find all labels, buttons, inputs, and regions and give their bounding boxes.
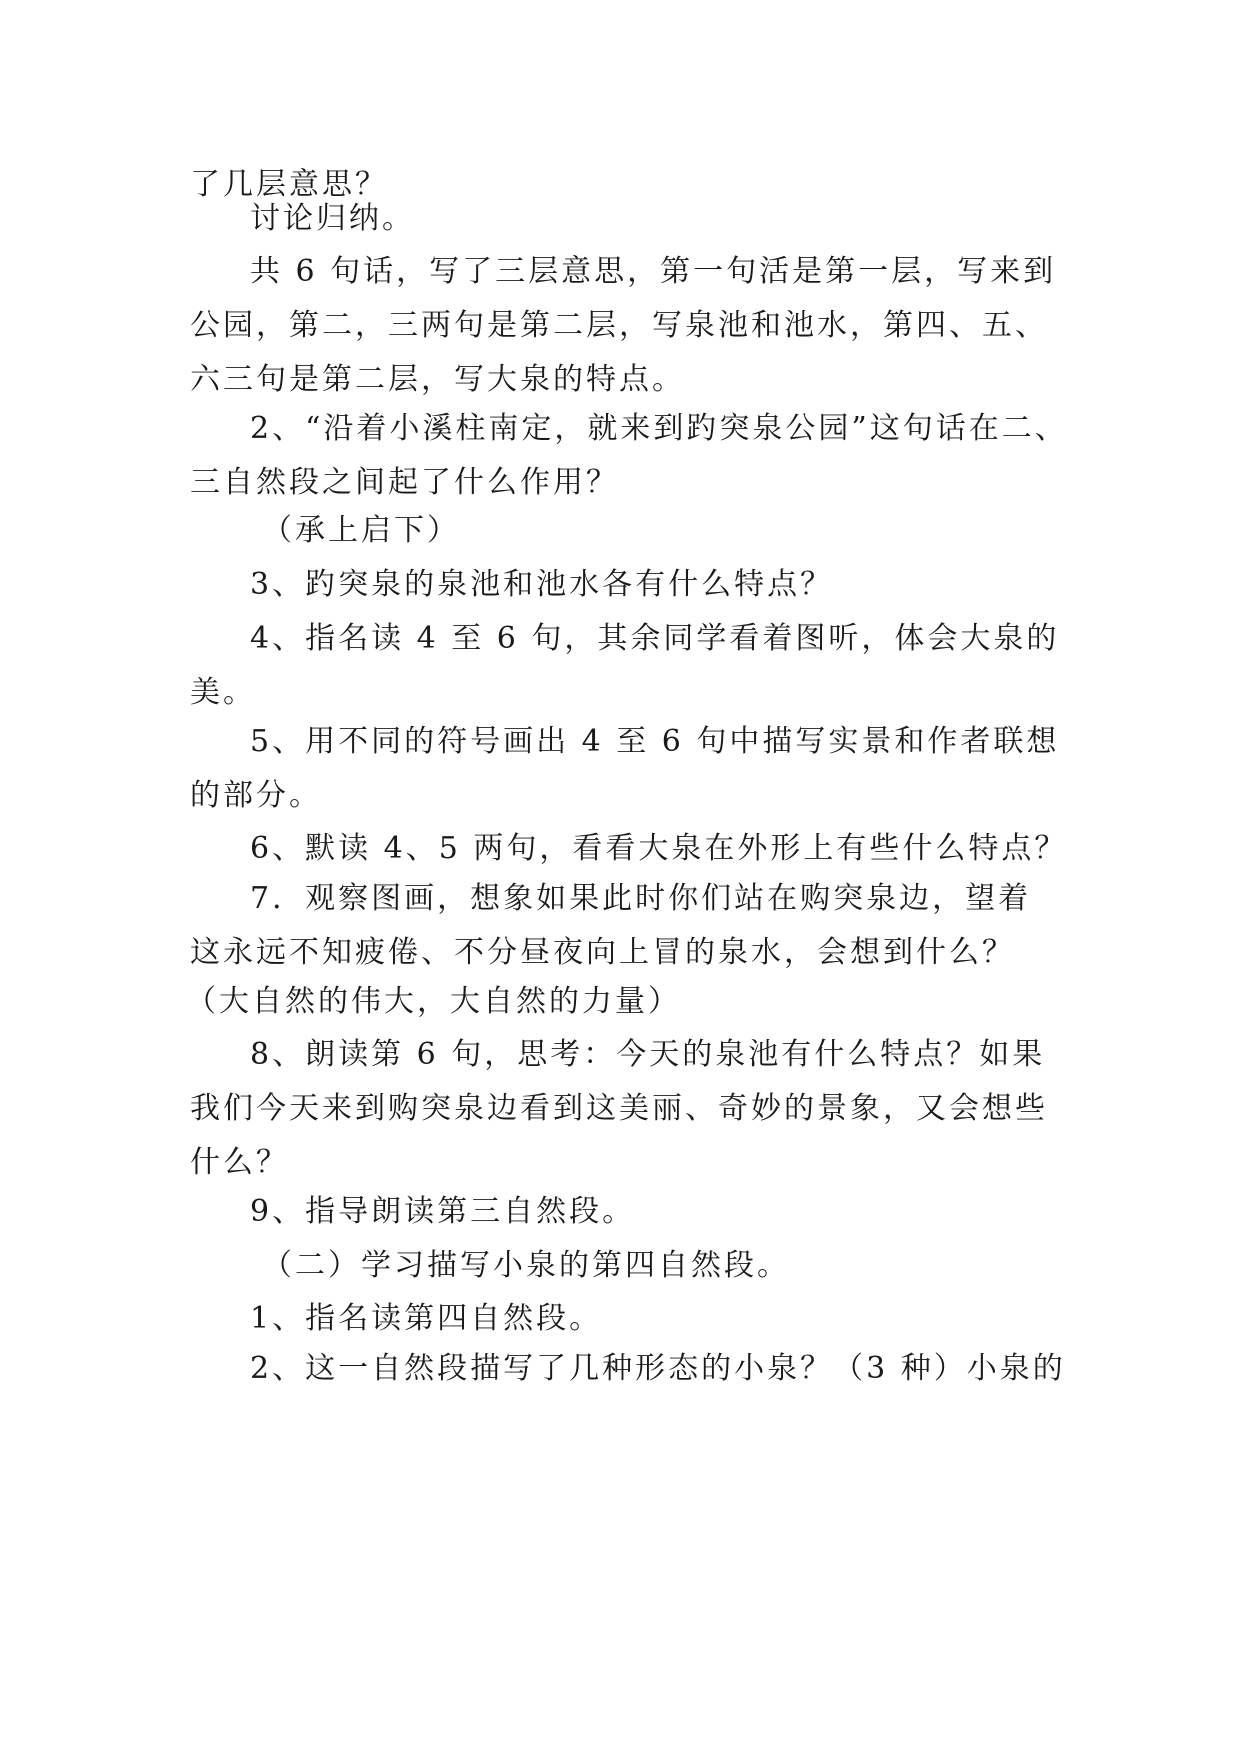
text-line: 5、用不同的符号画出 4 至 6 句中描写实景和作者联想 — [250, 724, 1060, 759]
text-line: 4、指名读 4 至 6 句，其余同学看着图听，体会大泉的 — [250, 621, 1060, 656]
text-line: 1、指名读第四自然段。 — [250, 1301, 603, 1336]
text-line: 美。 — [190, 675, 256, 710]
text-line: 了几层意思？ — [190, 167, 388, 202]
text-line: 什么？ — [190, 1145, 289, 1180]
text-line: 这永远不知疲倦、不分昼夜向上冒的泉水，会想到什么？ — [190, 935, 1015, 970]
text-line: 的部分。 — [190, 778, 322, 813]
text-line: （二）学习描写小泉的第四自然段。 — [262, 1248, 790, 1283]
text-line: 三自然段之间起了什么作用？ — [190, 465, 619, 500]
text-line: 9、指导朗读第三自然段。 — [250, 1194, 636, 1229]
text-line: （承上启下） — [262, 513, 460, 548]
text-line: 2、“沿着小溪柱南定，就来到趵突泉公园”这句话在二、 — [250, 411, 1068, 446]
text-line: （大自然的伟大，大自然的力量） — [186, 984, 681, 1019]
text-line: 我们今天来到购突泉边看到这美丽、奇妙的景象，又会想些 — [190, 1091, 1048, 1126]
text-line: 7．观察图画，想象如果此时你们站在购突泉边，望着 — [250, 881, 1032, 916]
text-line: 讨论归纳。 — [250, 201, 415, 236]
text-line: 8、朗读第 6 句，思考：今天的泉池有什么特点？如果 — [250, 1037, 1046, 1072]
text-line: 3、趵突泉的泉池和池水各有什么特点？ — [250, 567, 834, 602]
text-line: 6、默读 4、5 两句，看看大泉在外形上有些什么特点？ — [250, 831, 1068, 866]
text-line: 六三句是第二层，写大泉的特点。 — [190, 362, 685, 397]
text-line: 共 6 句话，写了三层意思，第一句活是第一层，写来到 — [250, 254, 1057, 289]
text-line: 公园，第二，三两句是第二层，写泉池和池水，第四、五、 — [190, 308, 1048, 343]
text-line: 2、这一自然段描写了几种形态的小泉？（3 种）小泉的 — [250, 1351, 1066, 1386]
